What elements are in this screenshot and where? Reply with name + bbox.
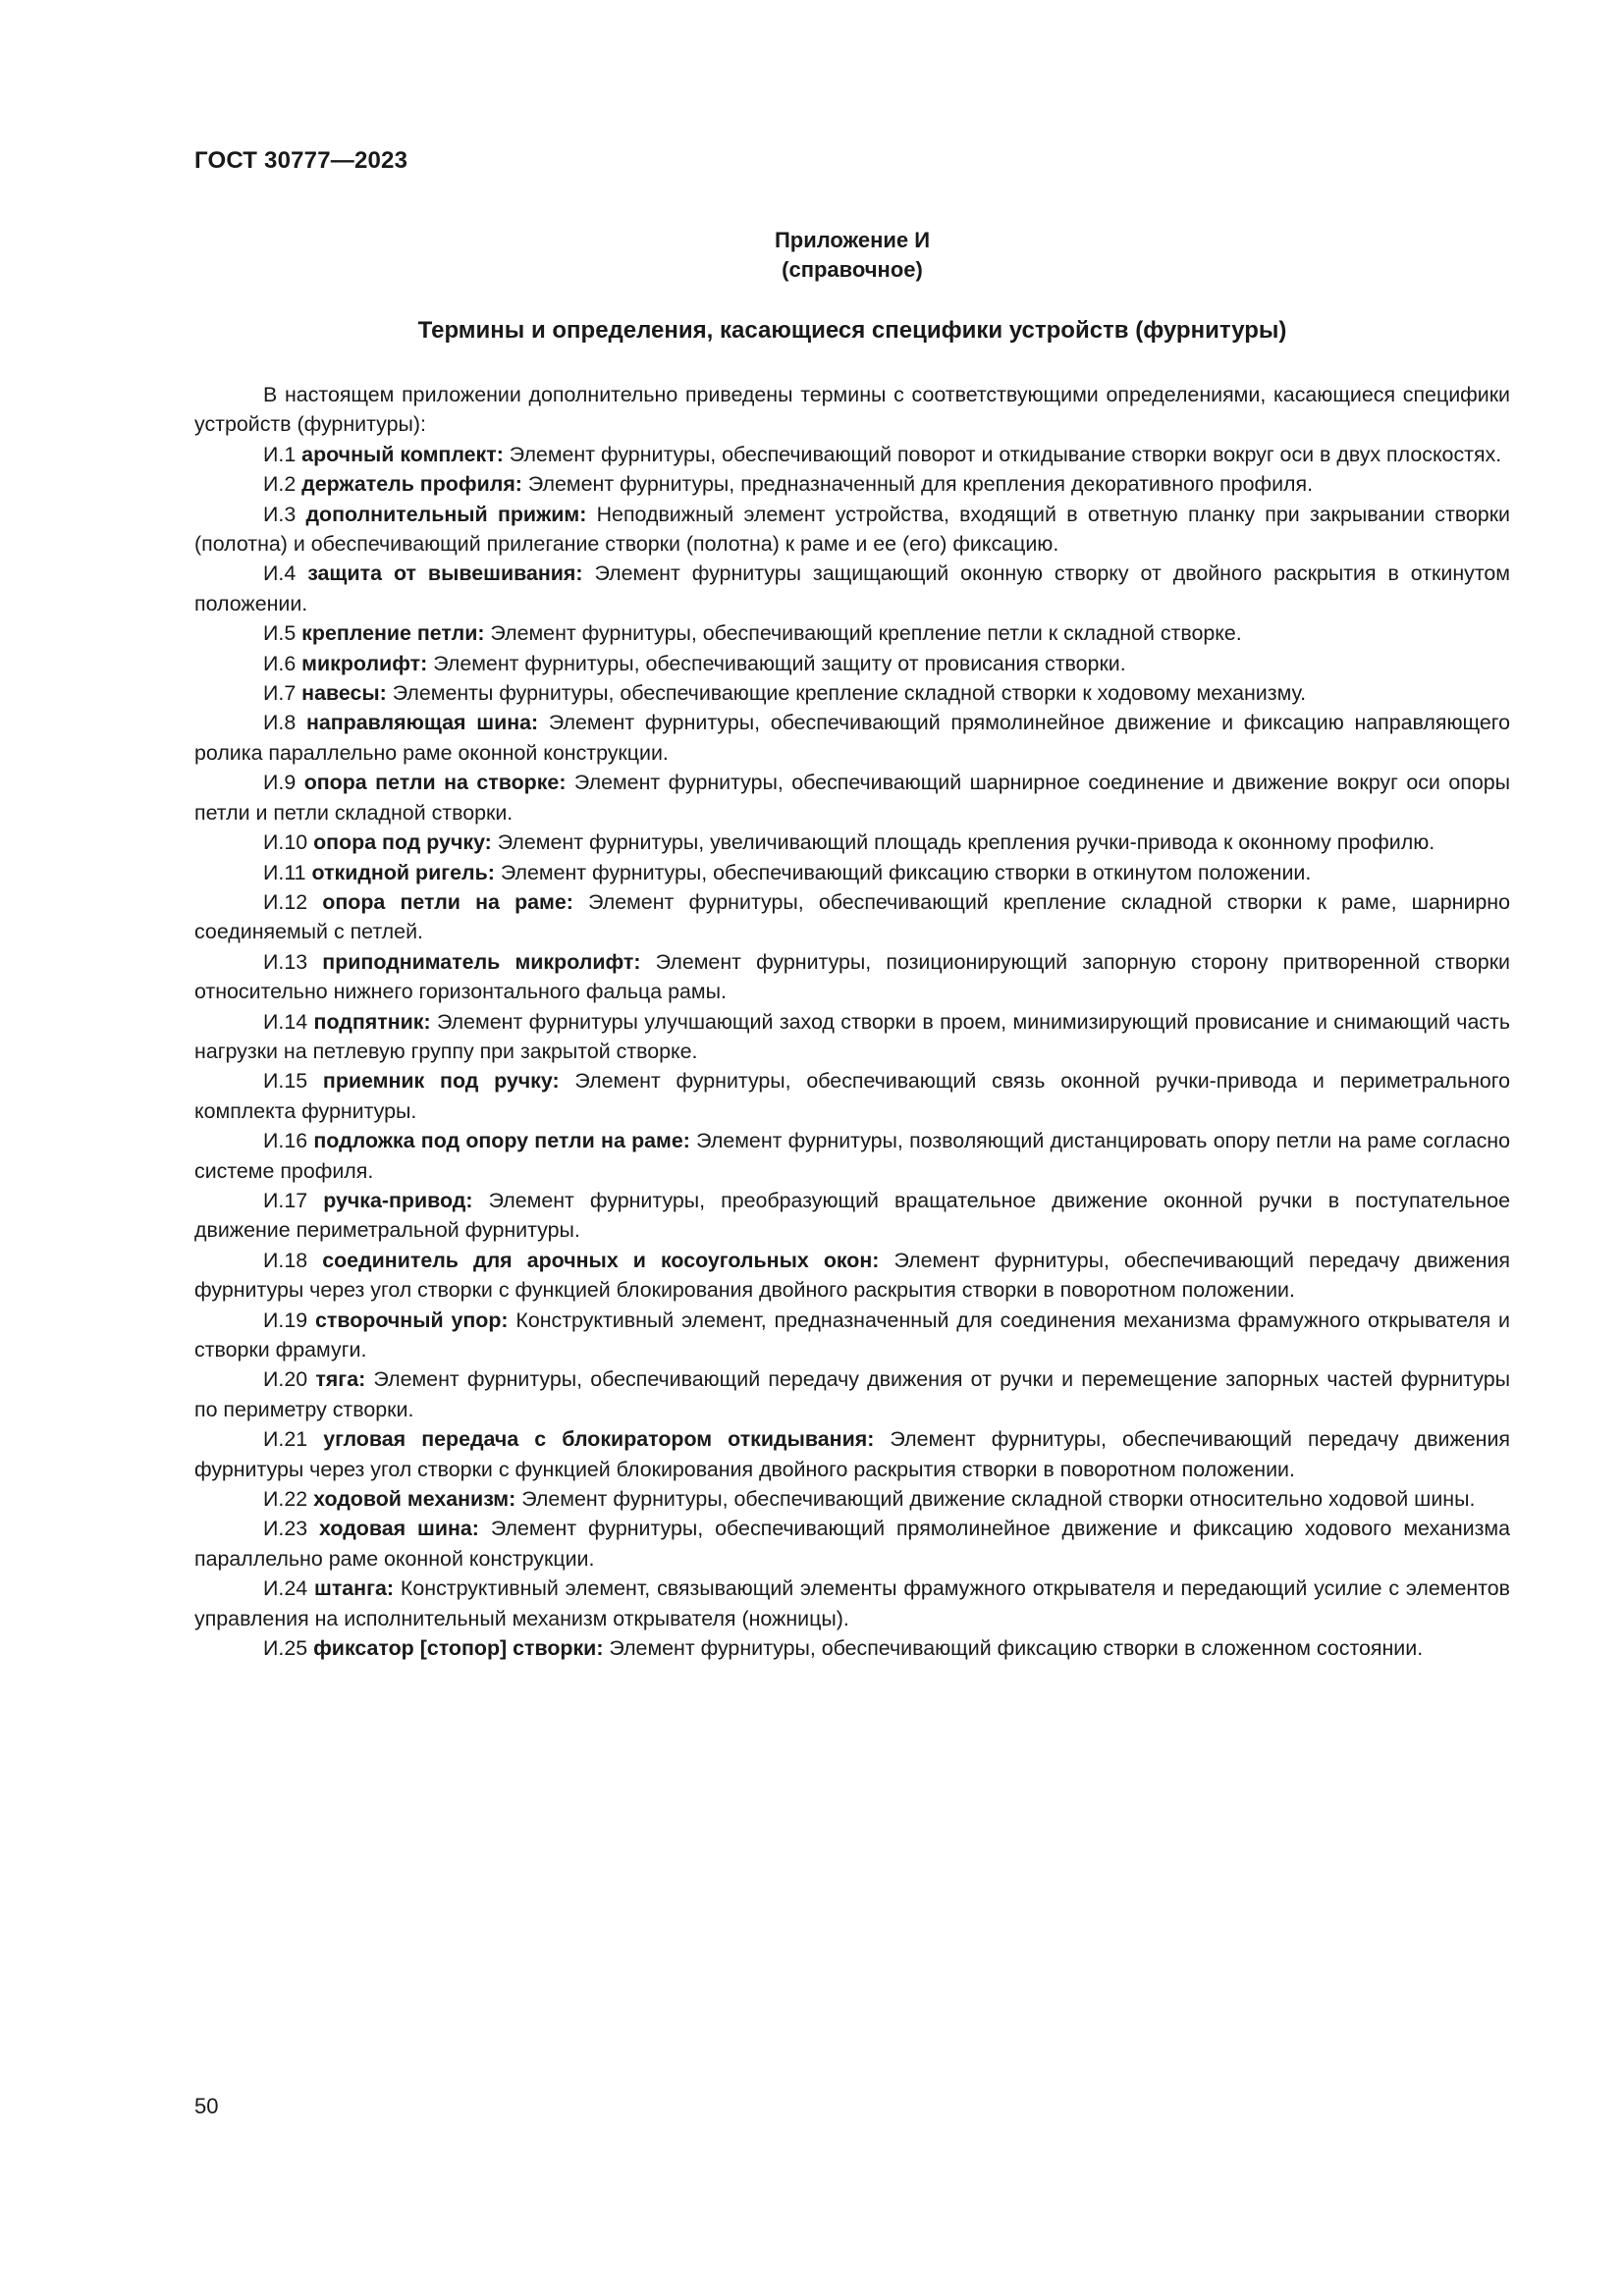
- term-number: И.8: [263, 711, 297, 735]
- term-entry: [194, 1574, 1510, 1633]
- term-entry: [194, 768, 1510, 828]
- term-number: И.1: [263, 442, 297, 466]
- term-name: навесы:: [301, 681, 387, 706]
- term-entry: [194, 618, 1510, 648]
- term-entry: [194, 1186, 1510, 1246]
- term-name: откидной ригель:: [311, 860, 495, 884]
- terms-body: [194, 380, 1510, 1663]
- term-number: И.13: [263, 949, 308, 974]
- term-number: И.12: [263, 889, 308, 914]
- term-definition: Элемент фурнитуры, обеспечивающий фиксацию створки в откинутом положении.: [500, 860, 1312, 884]
- intro-paragraph: В настоящем приложении дополнительно приведены термины с соответствующими определениями, касающиеся специфики устройств (фурнитуры):: [194, 383, 1510, 437]
- term-name: опора под ручку:: [313, 830, 492, 855]
- term-entry: [194, 947, 1510, 1007]
- term-number: И.21: [263, 1427, 308, 1452]
- term-number: И.15: [263, 1069, 308, 1094]
- term-name: ходовая шина:: [319, 1517, 479, 1541]
- term-name: тяга:: [315, 1367, 366, 1392]
- term-name: фиксатор [стопор] створки:: [313, 1636, 604, 1661]
- appendix-type: (справочное): [782, 257, 923, 282]
- term-definition: Конструктивный элемент, предназначенный для соединения механизма фрамужного открывателя и створки фрамуги.: [194, 1308, 1511, 1362]
- term-entry: [194, 828, 1510, 857]
- term-number: И.10: [263, 830, 308, 855]
- term-entry: [194, 678, 1510, 708]
- term-number: И.23: [263, 1517, 308, 1541]
- term-name: штанга:: [313, 1576, 395, 1601]
- term-name: створочный упор:: [314, 1308, 509, 1332]
- term-definition: Элемент фурнитуры, увеличивающий площадь крепления ручки-привода к оконному профилю.: [497, 830, 1435, 855]
- term-number: И.9: [263, 771, 297, 795]
- term-name: арочный комплект:: [301, 442, 504, 466]
- term-name: опора петли на створке:: [303, 771, 567, 795]
- term-number: И.7: [263, 681, 297, 706]
- term-name: соединитель для арочных и косоугольных окон:: [322, 1248, 880, 1272]
- term-definition: Элемент фурнитуры, предназначенный для крепления декоративного профиля.: [527, 472, 1314, 497]
- term-name: крепление петли:: [301, 621, 485, 646]
- term-name: подложка под опору петли на раме:: [313, 1129, 690, 1153]
- term-entry: [194, 1484, 1510, 1514]
- term-number: И.11: [263, 860, 306, 884]
- term-entry: [194, 469, 1510, 499]
- term-name: микролифт:: [301, 651, 428, 675]
- term-entry: [194, 1246, 1510, 1306]
- term-definition: Элемент фурнитуры, обеспечивающий фиксацию створки в сложенном состоянии.: [609, 1636, 1424, 1661]
- term-entry: [194, 1424, 1510, 1484]
- term-number: И.4: [263, 561, 297, 586]
- term-definition: Элемент фурнитуры, обеспечивающий передачу движения фурнитуры через угол створки с функцией блокирования двойного раскрытия створки в поворотном положении.: [194, 1248, 1510, 1303]
- term-entry: [194, 559, 1510, 618]
- term-entry: [194, 1007, 1510, 1067]
- document-header: ГОСТ 30777—2023: [194, 147, 408, 174]
- section-title: Термины и определения, касающиеся специфики устройств (фурнитуры): [417, 317, 1287, 344]
- term-number: И.2: [263, 472, 297, 497]
- term-definition: Элемент фурнитуры, обеспечивающий прямолинейное движение и фиксацию направляющего ролика параллельно раме оконной конструкции.: [194, 711, 1510, 765]
- term-name: подпятник:: [313, 1009, 431, 1034]
- term-entry: [194, 1066, 1510, 1126]
- term-number: И.19: [263, 1308, 308, 1332]
- appendix-title: Приложение И: [774, 228, 931, 252]
- term-entry: [194, 1514, 1510, 1574]
- term-number: И.18: [263, 1248, 308, 1272]
- term-name: угловая передача с блокиратором откидывания:: [323, 1427, 875, 1452]
- term-definition: Элемент фурнитуры, обеспечивающий шарнирное соединение и движение вокруг оси опоры петли и петли складной створки.: [194, 771, 1510, 825]
- term-entry: [194, 500, 1510, 560]
- term-definition: Элемент фурнитуры, обеспечивающий передачу движения от ручки и перемещение запорных частей фурнитуры по периметру створки.: [194, 1367, 1510, 1421]
- term-definition: Элемент фурнитуры, обеспечивающий крепление петли к складной створке.: [490, 621, 1242, 646]
- appendix-heading: [194, 226, 1510, 285]
- page-number: 50: [194, 2094, 219, 2118]
- term-definition: Элемент фурнитуры, обеспечивающий крепление складной створки к раме, шарнирно соединяемый с петлей.: [194, 889, 1511, 944]
- term-name: держатель профиля:: [301, 472, 522, 497]
- term-number: И.5: [263, 621, 297, 646]
- term-name: приподниматель микролифт:: [322, 949, 641, 974]
- term-number: И.3: [263, 502, 297, 526]
- term-number: И.17: [263, 1188, 308, 1212]
- term-entry: [194, 440, 1510, 469]
- term-number: И.25: [263, 1636, 308, 1661]
- term-entry: [194, 1126, 1510, 1186]
- term-entry: [194, 649, 1510, 678]
- term-definition: Элементы фурнитуры, обеспечивающие крепление складной створки к ходовому механизму.: [392, 681, 1307, 706]
- term-entry: [194, 1633, 1510, 1663]
- term-definition: Элемент фурнитуры защищающий оконную створку от двойного раскрытия в откинутом положении.: [194, 561, 1511, 615]
- term-name: дополнительный прижим:: [305, 502, 587, 526]
- term-entry: [194, 1364, 1510, 1424]
- term-name: ходовой механизм:: [313, 1487, 516, 1512]
- term-number: И.20: [263, 1367, 308, 1392]
- term-number: И.16: [263, 1129, 308, 1153]
- term-name: направляющая шина:: [305, 711, 539, 735]
- term-name: защита от вывешивания:: [307, 561, 583, 586]
- term-definition: Элемент фурнитуры, обеспечивающий движение складной створки относительно ходовой шины.: [521, 1487, 1476, 1512]
- term-definition: Конструктивный элемент, связывающий элементы фрамужного открывателя и передающий усилие с элементов управления на исполнительный механизм открывателя (ножницы).: [194, 1576, 1510, 1630]
- term-definition: Элемент фурнитуры, обеспечивающий передачу движения фурнитуры через угол створки с функцией блокирования двойного раскрытия створки в поворотном положении.: [194, 1427, 1510, 1481]
- term-name: опора петли на раме:: [322, 889, 573, 914]
- term-definition: Элемент фурнитуры, обеспечивающий прямолинейное движение и фиксацию ходового механизма параллельно раме оконной конструкции.: [194, 1517, 1510, 1571]
- term-entry: [194, 1306, 1510, 1365]
- term-definition: Элемент фурнитуры, позволяющий дистанцировать опору петли на раме согласно системе профиля.: [194, 1129, 1511, 1183]
- term-definition: Элемент фурнитуры, преобразующий вращательное движение оконной ручки в поступательное движение периметральной фурнитуры.: [194, 1188, 1511, 1243]
- term-entry: [194, 887, 1510, 947]
- term-number: И.22: [263, 1487, 308, 1512]
- term-entry: [194, 708, 1510, 768]
- term-definition: Элемент фурнитуры, обеспечивающий защиту от провисания створки.: [433, 651, 1126, 675]
- term-name: приемник под ручку:: [322, 1069, 560, 1094]
- term-number: И.6: [263, 651, 297, 675]
- term-definition: Элемент фурнитуры улучшающий заход створки в проем, минимизирующий провисание и снимающий часть нагрузки на петлевую группу при закрытой створке.: [194, 1009, 1510, 1063]
- term-number: И.24: [263, 1576, 308, 1601]
- term-definition: Элемент фурнитуры, обеспечивающий связь оконной ручки-привода и периметрального комплекта фурнитуры.: [194, 1069, 1511, 1123]
- term-name: ручка-привод:: [323, 1188, 473, 1212]
- term-number: И.14: [263, 1009, 308, 1034]
- term-entry: [194, 858, 1510, 887]
- term-definition: Элемент фурнитуры, позиционирующий запорную сторону притворенной створки относительно нижнего горизонтального фальца рамы.: [194, 949, 1511, 1004]
- term-definition: Элемент фурнитуры, обеспечивающий поворот и откидывание створки вокруг оси в двух плоскостях.: [509, 442, 1502, 466]
- term-definition: Неподвижный элемент устройства, входящий в ответную планку при закрывании створки (полотна) и обеспечивающий прилегание створки (полотна) к раме и ее (его) фиксацию.: [194, 502, 1510, 557]
